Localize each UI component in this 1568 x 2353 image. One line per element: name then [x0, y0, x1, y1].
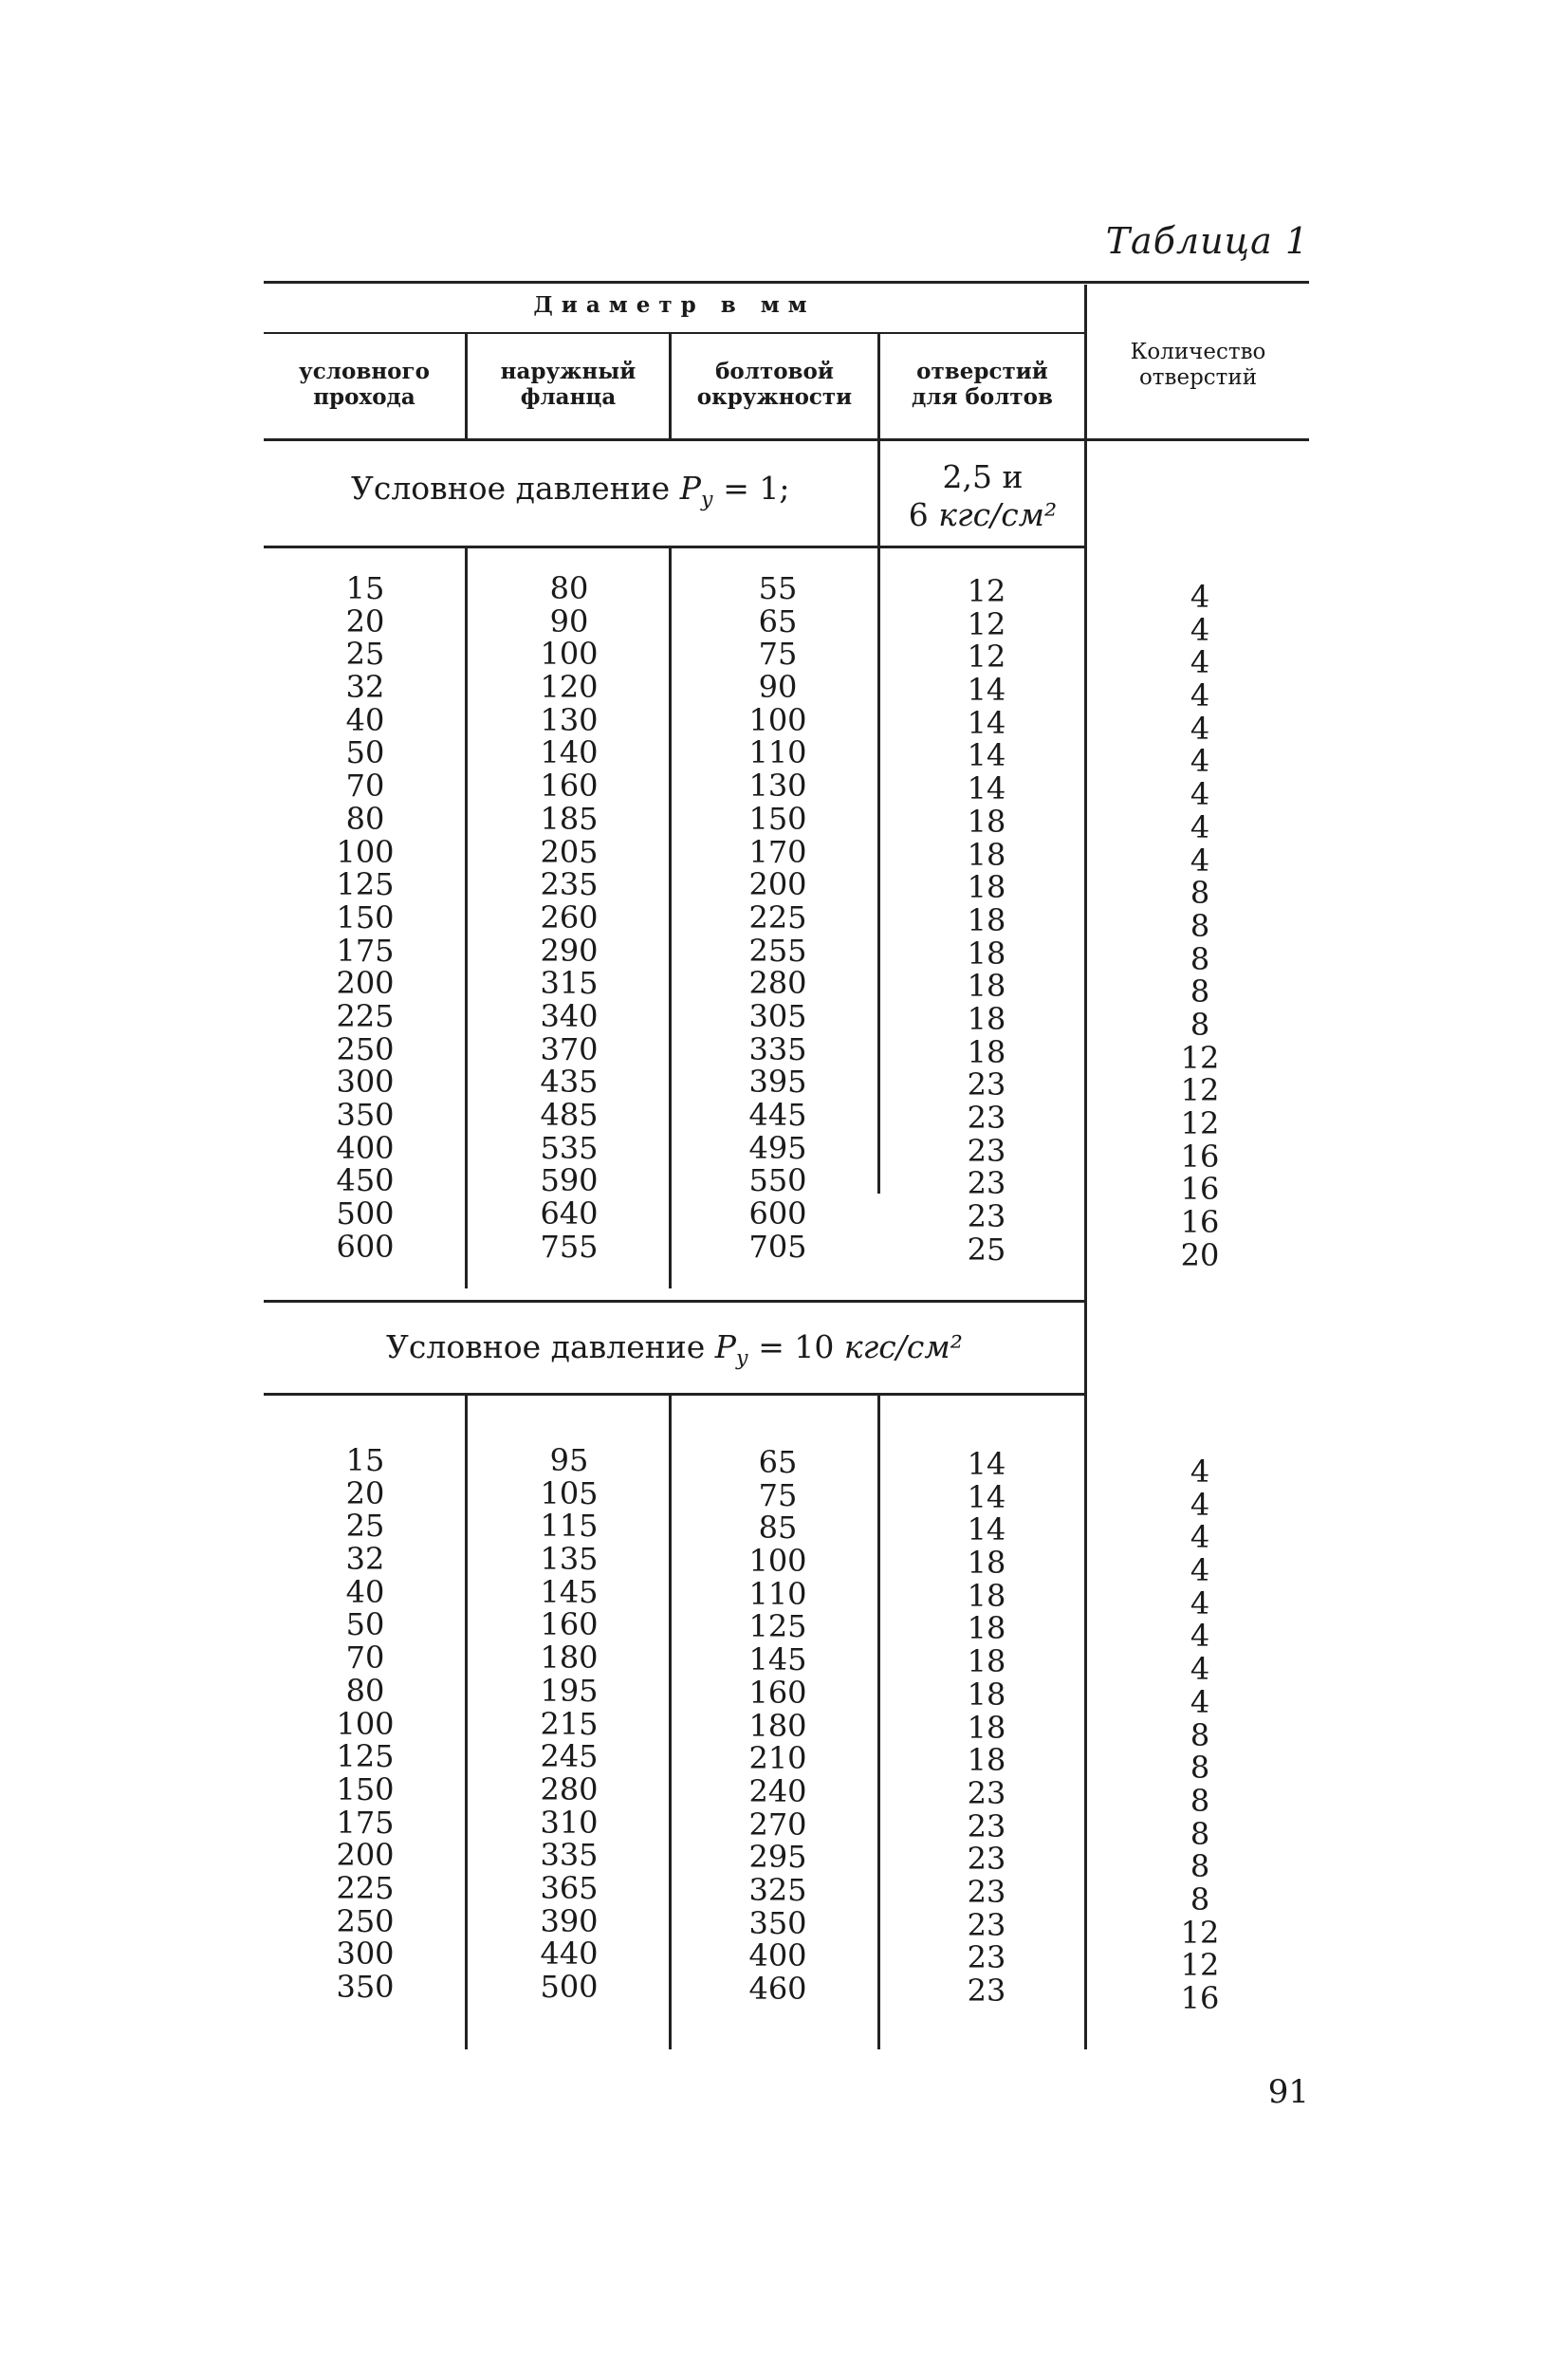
table-cell: 225	[336, 1869, 395, 1906]
table-cell: 18	[967, 901, 1006, 938]
table-cell: 210	[748, 1740, 807, 1777]
table-cell: 32	[345, 1541, 385, 1578]
table-cell: 8	[1190, 973, 1210, 1010]
table-cell: 215	[540, 1705, 599, 1742]
table-cell: 18	[967, 1676, 1006, 1713]
table-cell: 16	[1180, 1171, 1220, 1208]
table-cell: 14	[967, 1446, 1006, 1482]
table-cell: 8	[1190, 1881, 1210, 1918]
table-cell: 140	[540, 734, 599, 771]
table-cell: 205	[540, 833, 599, 870]
table-cell: 14	[967, 1478, 1006, 1515]
section2-col-flange	[517, 1444, 621, 2004]
table-cell: 100	[748, 701, 807, 738]
table-cell: 195	[540, 1672, 599, 1709]
table-cell: 50	[345, 734, 385, 771]
table-cell: 23	[967, 1973, 1006, 2009]
table-cell: 8	[1190, 940, 1210, 977]
table-cell: 14	[967, 737, 1006, 774]
table-cell: 150	[336, 899, 395, 936]
table-cell: 4	[1190, 677, 1210, 714]
section2-title: Условное давление $P_у = 10$ кгс/см²	[386, 1328, 963, 1371]
table-title: Таблица 1	[1105, 220, 1309, 262]
table-cell: 40	[345, 701, 385, 738]
rule-section2-title-top	[264, 1300, 1085, 1303]
table-cell: 70	[345, 1640, 385, 1677]
table-cell: 390	[540, 1902, 599, 1939]
table-cell: 400	[748, 1937, 807, 1974]
table-cell: 310	[540, 1804, 599, 1841]
section2-col-holes	[934, 1448, 1039, 2008]
vrule-3-side	[877, 438, 880, 546]
table-cell: 70	[345, 768, 385, 805]
table-cell: 150	[336, 1770, 395, 1807]
table-cell: 8	[1190, 1006, 1210, 1043]
table-cell: 350	[336, 1097, 395, 1133]
table-cell: 8	[1190, 907, 1210, 944]
table-cell: 23	[967, 1807, 1006, 1844]
table-cell: 18	[967, 1000, 1006, 1037]
table-cell: 18	[967, 935, 1006, 972]
table-cell: 90	[549, 602, 589, 639]
table-cell: 18	[967, 1643, 1006, 1680]
table-cell: 23	[967, 1873, 1006, 1910]
table-cell: 255	[748, 932, 807, 969]
table-cell: 4	[1190, 1486, 1210, 1523]
table-cell: 23	[967, 1066, 1006, 1103]
table-cell: 4	[1190, 842, 1210, 879]
table-cell: 200	[336, 965, 395, 1002]
table-cell: 150	[748, 800, 807, 837]
section1-col-holes	[934, 575, 1039, 1266]
table-cell: 18	[967, 1742, 1006, 1779]
table-cell: 14	[967, 704, 1006, 741]
table-cell: 20	[1180, 1236, 1220, 1273]
vrule-2-section1	[669, 548, 672, 1288]
table-cell: 225	[748, 899, 807, 936]
table-cell: 20	[345, 602, 385, 639]
table-cell: 18	[967, 803, 1006, 840]
table-cell: 160	[540, 768, 599, 805]
table-cell: 160	[540, 1606, 599, 1643]
table-cell: 4	[1190, 1618, 1210, 1655]
table-cell: 50	[345, 1606, 385, 1643]
table-cell: 40	[345, 1573, 385, 1610]
table-cell: 365	[540, 1869, 599, 1906]
header-flange-outer: наружный фланца	[500, 359, 636, 410]
vrule-4-side	[1084, 438, 1087, 557]
table-cell: 245	[540, 1738, 599, 1775]
table-cell: 4	[1190, 743, 1210, 780]
table-cell: 20	[345, 1474, 385, 1511]
table-cell: 145	[540, 1573, 599, 1610]
table-cell: 100	[336, 1705, 395, 1742]
table-cell: 75	[758, 1476, 798, 1513]
table-cell: 755	[540, 1228, 599, 1265]
table-cell: 18	[967, 1610, 1006, 1647]
section1-col-flange	[517, 572, 621, 1263]
table-cell: 4	[1190, 710, 1210, 747]
table-cell: 8	[1190, 1750, 1210, 1787]
table-cell: 25	[345, 636, 385, 673]
table-cell: 18	[967, 968, 1006, 1005]
vrule-2-section2	[669, 1395, 672, 2049]
table-cell: 75	[758, 636, 798, 673]
table-cell: 130	[748, 768, 807, 805]
table-cell: 4	[1190, 808, 1210, 845]
table-cell: 240	[748, 1772, 807, 1809]
table-cell: 8	[1190, 1815, 1210, 1852]
table-cell: 535	[540, 1129, 599, 1166]
table-cell: 18	[967, 1577, 1006, 1614]
table-cell: 8	[1190, 1848, 1210, 1885]
table-cell: 335	[540, 1837, 599, 1874]
table-cell: 235	[540, 866, 599, 903]
table-cell: 4	[1190, 1584, 1210, 1621]
table-cell: 350	[748, 1904, 807, 1941]
table-cell: 120	[540, 669, 599, 706]
table-cell: 16	[1180, 1138, 1220, 1175]
table-cell: 4	[1190, 1683, 1210, 1720]
table-cell: 4	[1190, 776, 1210, 813]
table-cell: 445	[748, 1097, 807, 1133]
table-cell: 8	[1190, 875, 1210, 912]
table-cell: 495	[748, 1129, 807, 1166]
table-cell: 12	[967, 639, 1006, 676]
table-cell: 130	[540, 701, 599, 738]
table-cell: 400	[336, 1129, 395, 1166]
vrule-3-section2	[877, 1395, 880, 2049]
table-cell: 12	[1180, 1072, 1220, 1109]
table-cell: 12	[967, 605, 1006, 642]
section1-col-count	[1148, 581, 1252, 1271]
table-cell: 23	[967, 1774, 1006, 1811]
table-cell: 290	[540, 932, 599, 969]
table-cell: 370	[540, 1030, 599, 1067]
section1-side-pressure: 2,5 и 6 кгс/см²	[908, 458, 1058, 533]
table-cell: 4	[1190, 1454, 1210, 1490]
table-cell: 200	[748, 866, 807, 903]
table-cell: 460	[748, 1971, 807, 2007]
table-cell: 340	[540, 997, 599, 1034]
table-cell: 80	[549, 570, 589, 606]
table-cell: 125	[336, 1738, 395, 1775]
table-cell: 280	[540, 1770, 599, 1807]
table-cell: 260	[540, 899, 599, 936]
table-cell: 4	[1190, 579, 1210, 615]
table-cell: 170	[748, 833, 807, 870]
table-cell: 500	[540, 1969, 599, 2005]
table-cell: 125	[748, 1608, 807, 1645]
table-cell: 305	[748, 997, 807, 1034]
header-bolt-holes: отверстий для болтов	[911, 359, 1054, 410]
table-cell: 4	[1190, 644, 1210, 681]
table-cell: 95	[549, 1442, 589, 1478]
table-cell: 100	[540, 636, 599, 673]
table-cell: 200	[336, 1837, 395, 1874]
table-cell: 18	[967, 1545, 1006, 1582]
table-cell: 450	[336, 1162, 395, 1199]
table-cell: 14	[967, 770, 1006, 807]
vrule-1-section1	[465, 548, 468, 1288]
table-cell: 135	[540, 1541, 599, 1578]
table-cell: 4	[1190, 1552, 1210, 1589]
table-cell: 300	[336, 1936, 395, 1973]
table-cell: 440	[540, 1936, 599, 1973]
table-cell: 14	[967, 1511, 1006, 1548]
header-nominal-bore: условного прохода	[299, 359, 430, 410]
table-cell: 23	[967, 1841, 1006, 1878]
table-cell: 80	[345, 800, 385, 837]
table-cell: 125	[336, 866, 395, 903]
table-cell: 225	[336, 997, 395, 1034]
table-cell: 14	[967, 672, 1006, 709]
table-cell: 32	[345, 669, 385, 706]
table-cell: 335	[748, 1030, 807, 1067]
section1-col-bolt-circle	[726, 572, 830, 1263]
table-cell: 590	[540, 1162, 599, 1199]
rule-header-bottom	[264, 438, 1309, 441]
table-cell: 4	[1190, 1519, 1210, 1556]
table-cell: 180	[748, 1707, 807, 1744]
vrule-3-section1	[877, 548, 880, 1194]
table-cell: 500	[336, 1195, 395, 1232]
section2-col-bolt-circle	[726, 1446, 830, 2006]
table-cell: 600	[748, 1195, 807, 1232]
table-cell: 85	[758, 1510, 798, 1547]
table-cell: 8	[1190, 1716, 1210, 1753]
table-cell: 15	[345, 570, 385, 606]
table-cell: 550	[748, 1162, 807, 1199]
table-cell: 600	[336, 1228, 395, 1265]
table-cell: 180	[540, 1640, 599, 1677]
table-cell: 485	[540, 1097, 599, 1133]
table-cell: 350	[336, 1969, 395, 2005]
table-cell: 23	[967, 1906, 1006, 1943]
table-cell: 55	[758, 570, 798, 606]
rule-section1-title-bottom	[264, 546, 1085, 548]
page-number: 91	[1267, 2073, 1309, 2111]
rule-diameter-group	[264, 332, 1085, 334]
vrule-1-section2	[465, 1395, 468, 2049]
section2-col-count	[1148, 1455, 1252, 2015]
table-cell: 395	[748, 1064, 807, 1101]
table-cell: 100	[748, 1543, 807, 1580]
table-cell: 8	[1190, 1782, 1210, 1819]
table-cell: 110	[748, 734, 807, 771]
section1-col-nominal	[313, 572, 417, 1263]
table-cell: 23	[967, 1198, 1006, 1235]
table-cell: 4	[1190, 611, 1210, 648]
table-cell: 435	[540, 1064, 599, 1101]
table-cell: 300	[336, 1064, 395, 1101]
table-cell: 12	[1180, 1914, 1220, 1951]
table-cell: 12	[967, 573, 1006, 609]
table-cell: 16	[1180, 1204, 1220, 1241]
table-cell: 270	[748, 1806, 807, 1843]
table-cell: 295	[748, 1839, 807, 1876]
section1-title: Условное давление $P_у = 1$;	[351, 470, 790, 512]
table-cell: 65	[758, 1444, 798, 1480]
table-cell: 705	[748, 1228, 807, 1265]
rule-section2-title-bottom	[264, 1393, 1085, 1396]
table-cell: 105	[540, 1474, 599, 1511]
table-cell: 12	[1180, 1947, 1220, 1984]
table-cell: 12	[1180, 1039, 1220, 1076]
table-cell: 25	[967, 1231, 1006, 1268]
table-cell: 12	[1180, 1105, 1220, 1141]
table-cell: 18	[967, 1709, 1006, 1746]
table-cell: 175	[336, 1804, 395, 1841]
vrule-4-section2	[1084, 1395, 1087, 2049]
table-cell: 15	[345, 1442, 385, 1478]
table-cell: 250	[336, 1902, 395, 1939]
table-cell: 18	[967, 836, 1006, 873]
table-cell: 640	[540, 1195, 599, 1232]
table-cell: 18	[967, 1033, 1006, 1070]
table-cell: 100	[336, 833, 395, 870]
table-cell: 16	[1180, 1980, 1220, 2016]
table-cell: 90	[758, 669, 798, 706]
table-cell: 175	[336, 932, 395, 969]
table-cell: 65	[758, 602, 798, 639]
rule-top	[264, 281, 1309, 284]
table-cell: 18	[967, 869, 1006, 906]
table-cell: 23	[967, 1165, 1006, 1202]
table-cell: 80	[345, 1672, 385, 1709]
table-cell: 4	[1190, 1651, 1210, 1688]
table-cell: 250	[336, 1030, 395, 1067]
table-cell: 23	[967, 1132, 1006, 1169]
table-cell: 145	[748, 1641, 807, 1678]
section2-col-nominal	[313, 1444, 417, 2004]
table-cell: 115	[540, 1508, 599, 1545]
table-cell: 110	[748, 1575, 807, 1612]
table-cell: 23	[967, 1939, 1006, 1976]
header-bolt-circle: болтовой окружности	[696, 359, 853, 410]
table-cell: 25	[345, 1508, 385, 1545]
header-hole-count: Количество отверстий	[1130, 340, 1266, 390]
table-cell: 280	[748, 965, 807, 1002]
table-cell: 315	[540, 965, 599, 1002]
table-cell: 160	[748, 1674, 807, 1711]
header-diameter-group: Диаметр в мм	[533, 292, 816, 318]
table-cell: 23	[967, 1100, 1006, 1136]
table-cell: 185	[540, 800, 599, 837]
table-cell: 325	[748, 1871, 807, 1908]
